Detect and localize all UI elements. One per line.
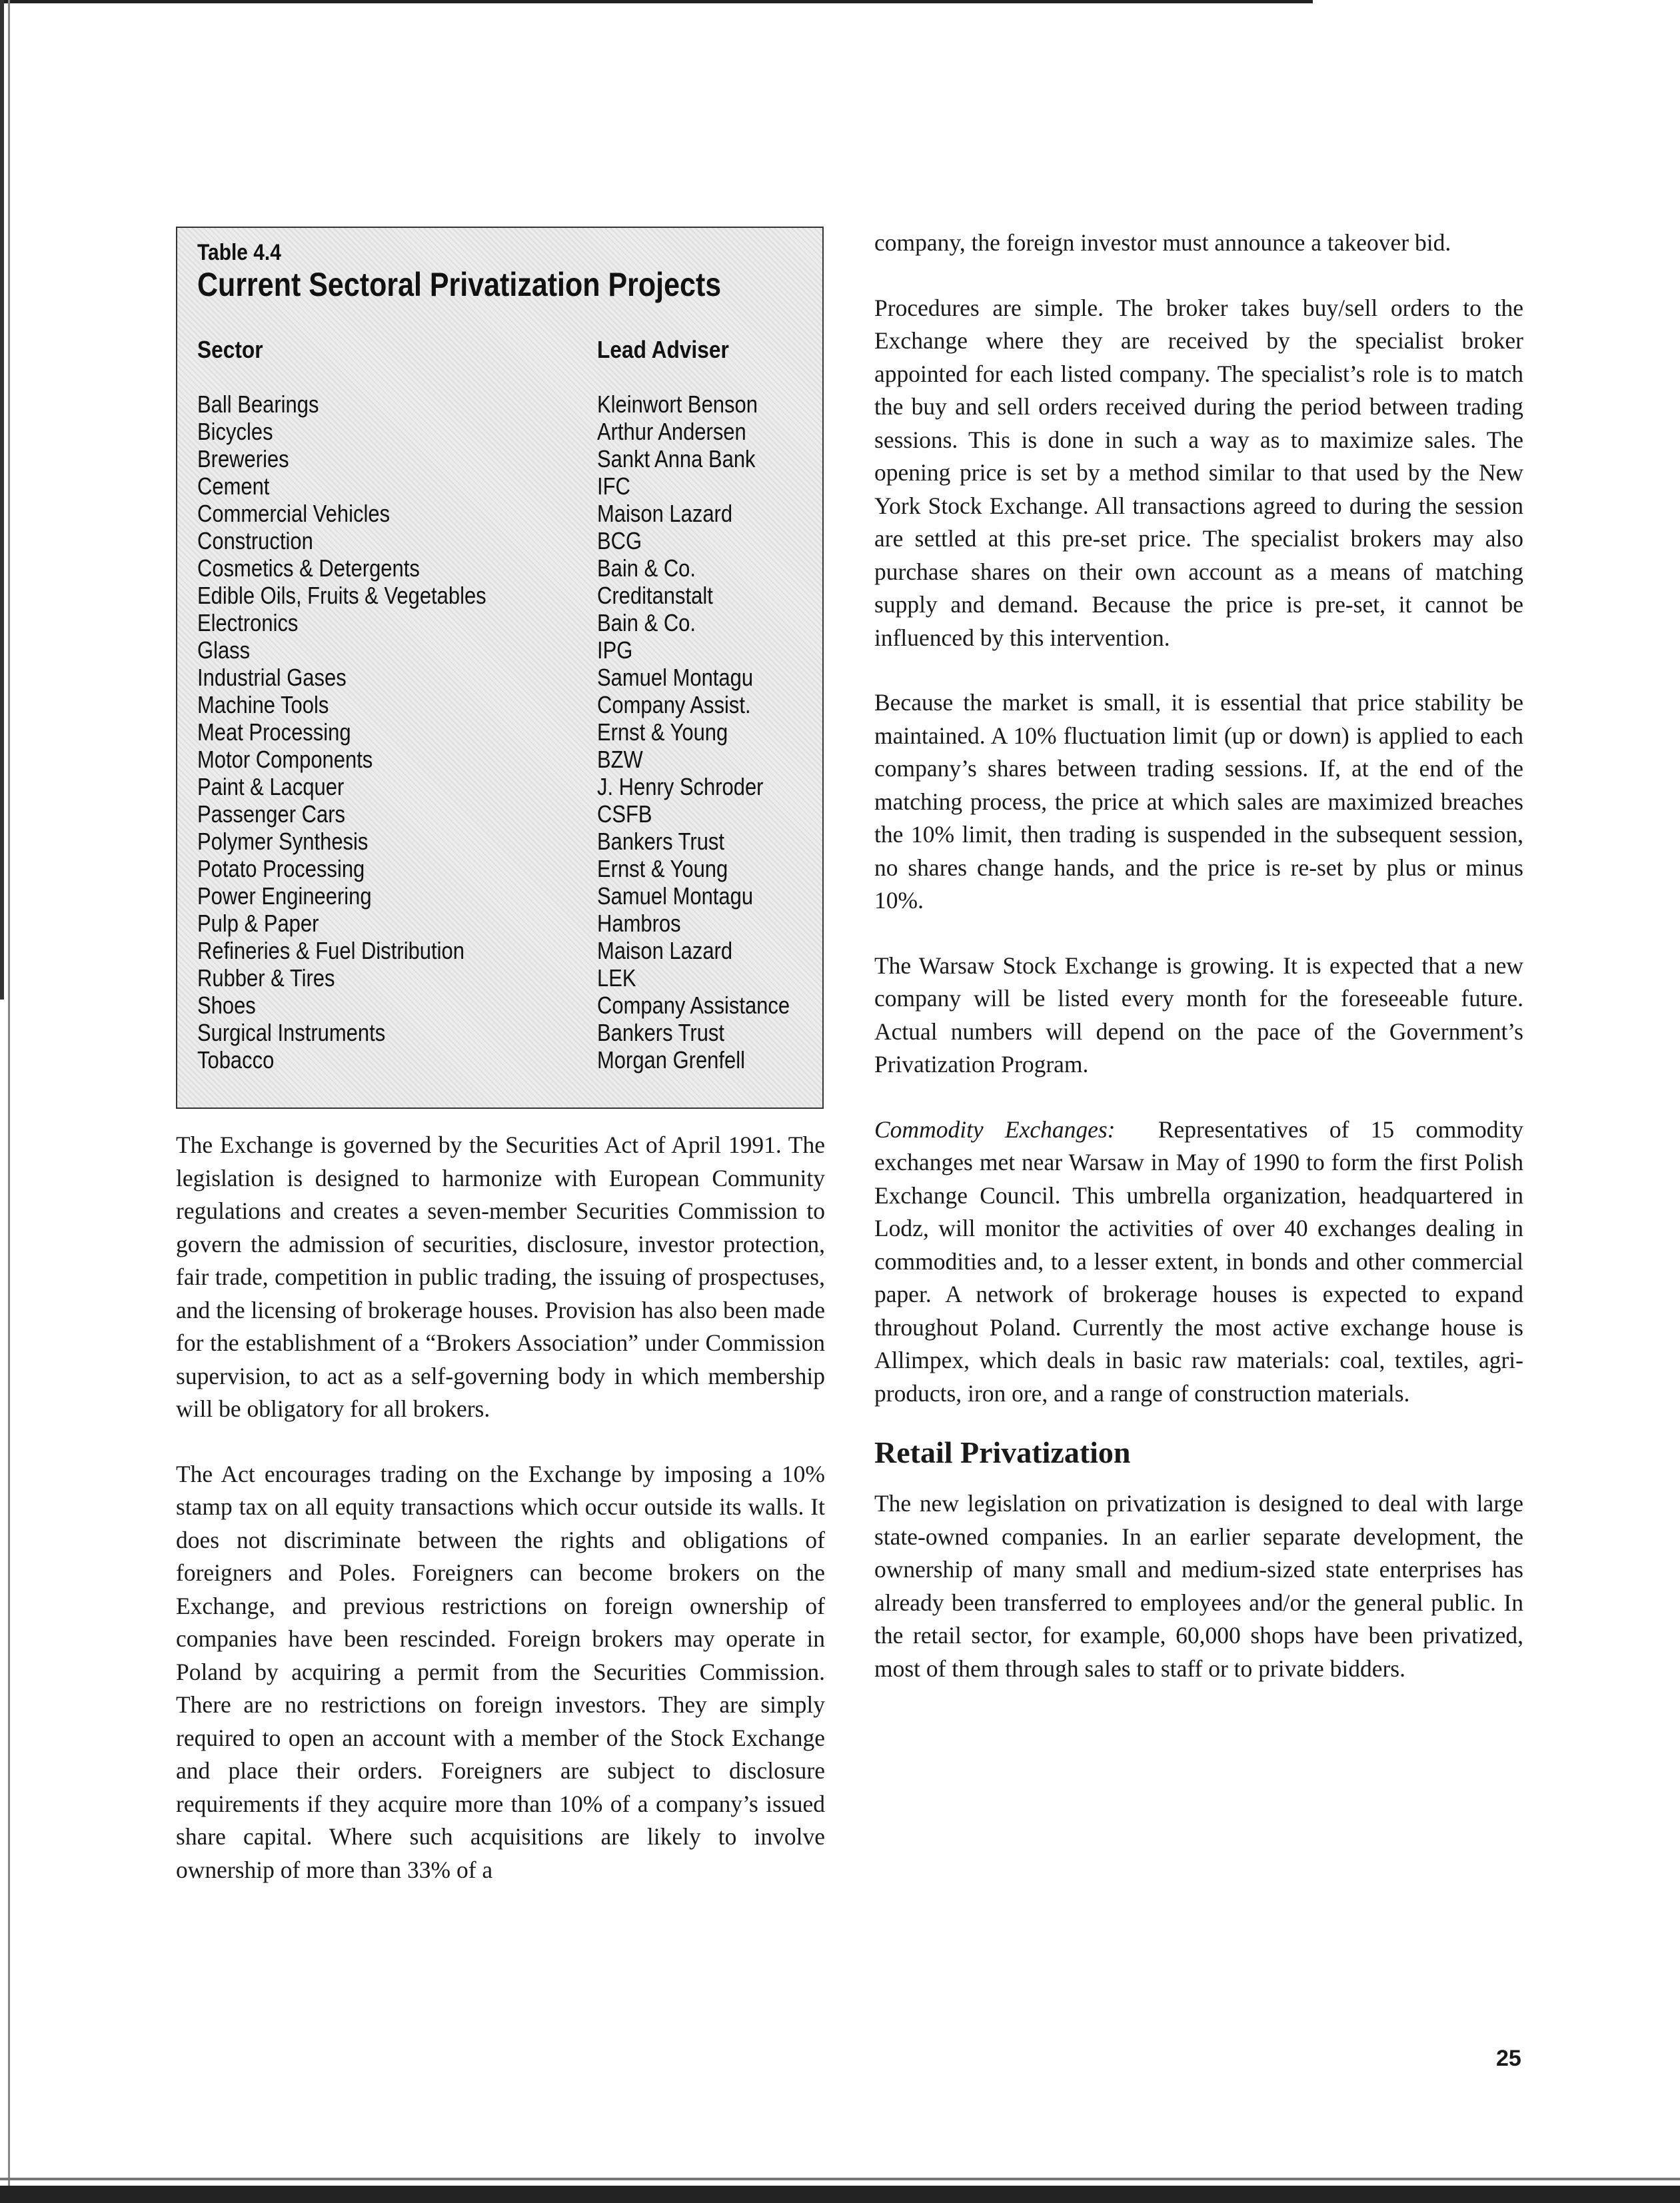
sector-cell: Polymer Synthesis [197,828,369,855]
runin-commodity-exchanges: Commodity Exchanges: [874,1115,1116,1143]
lead-adviser-cell: Bain & Co. [597,554,696,582]
table-row [197,828,810,855]
column-header-lead-adviser: Lead Adviser [597,336,729,363]
scan-edge-left-thin [8,0,10,2203]
lead-adviser-cell: Sankt Anna Bank [597,445,756,472]
lead-adviser-cell: Maison Lazard [597,500,733,527]
sector-cell: Cosmetics & Detergents [197,554,420,582]
table-row [197,418,810,445]
lead-adviser-cell: BCG [597,527,642,554]
sector-cell: Pulp & Paper [197,910,319,937]
sector-cell: Breweries [197,445,289,472]
sector-cell: Bicycles [197,418,273,445]
sector-cell: Shoes [197,992,256,1019]
scan-edge-left [0,0,4,1000]
sector-cell: Commercial Vehicles [197,500,391,527]
lead-adviser-cell: Maison Lazard [597,937,733,964]
sector-cell: Tobacco [197,1046,275,1074]
table-number: Table 4.4 [197,240,281,265]
sector-cell: Construction [197,527,313,554]
sector-cell: Refineries & Fuel Distribution [197,937,464,964]
table-row [197,1019,810,1046]
table-row [197,500,810,527]
lead-adviser-cell: LEK [597,964,636,992]
sector-cell: Industrial Gases [197,664,347,691]
lead-adviser-cell: Arthur Andersen [597,418,746,445]
table-row [197,582,810,609]
commodity-exchanges-text: Representatives of 15 commodity exchanges met near Warsaw in May of 1990 to form the first Polish Exchange Council. This umbrella organization, headquartered in Lodz, will monitor the activities of over 40 exchanges dealing in commodities and, to a lesser extent, in bonds and other commercial paper. A network of brokerage houses is expected to expand throughout Poland. Currently the most active exchange house is Allimpex, which deals in basic raw materials: coal, textiles, agri-products, iron ore, and a range of construction materials. [874,1115,1523,1407]
lead-adviser-cell: Hambros [597,910,681,937]
lead-adviser-cell: Bankers Trust [597,1019,725,1046]
lead-adviser-cell: Company Assistance [597,992,790,1019]
section-heading-retail-privatization: Retail Privatization [874,1435,1131,1469]
table-row [197,800,810,828]
lead-adviser-cell: J. Henry Schroder [597,773,764,800]
table-row [197,964,810,992]
sector-cell: Power Engineering [197,882,372,910]
sector-cell: Motor Components [197,746,373,773]
paragraph-securities-act: The Exchange is governed by the Securities Act of April 1991. The legislation is designed to harmonize with European Community regulations and creates a seven-member Securities Commission to govern the admission of securities, disclosure, investor protection, fair trade, competition in public trading, the issuing of prospectuses, and the licensing of brokerage houses. Provision has also been made for the establishment of a “Brokers Association” under Commission supervision, to act as a self-governing body in which membership will be obligatory for all brokers. [176,1131,825,1422]
sector-cell: Rubber & Tires [197,964,335,992]
lead-adviser-cell: Samuel Montagu [597,882,754,910]
paragraph-act-encourages-trading: The Act encourages trading on the Exchange by imposing a 10% stamp tax on all equity transactions which occur outside its walls. It does not discriminate between the rights and obligations of foreigners and Poles. Foreigners can become brokers on the Exchange, and previous restrictions on foreign ownership of companies have been rescinded. Foreign brokers may operate in Poland by acquiring a permit from the Securities Commission. There are no restrictions on foreign investors. They are simply required to open an account with a member of the Stock Exchange and place their orders. Foreigners are subject to disclosure requirements if they acquire more than 10% of a company’s issued share capital. Where such acquisitions are likely to involve ownership of more than 33% of a [176,1460,825,1883]
paragraph-commodity-exchanges [874,1113,1523,1411]
sector-cell: Potato Processing [197,855,365,882]
paragraph-takeover-bid: company, the foreign investor must announce a takeover bid. [874,229,1451,256]
table-row [197,746,810,773]
table-row [197,773,810,800]
lead-adviser-cell: Bain & Co. [597,609,696,636]
paragraph-warsaw-growing: The Warsaw Stock Exchange is growing. It is expected that a new company will be listed every month for the foreseeable future. Actual numbers will depend on the pace of the Government’s Privatization Program. [874,952,1523,1078]
column-header-sector: Sector [197,336,263,363]
sector-cell: Edible Oils, Fruits & Vegetables [197,582,486,609]
lead-adviser-cell: Samuel Montagu [597,664,754,691]
sector-cell: Cement [197,472,270,500]
lead-adviser-cell: Ernst & Young [597,855,728,882]
table-row [197,664,810,691]
lead-adviser-cell: Company Assist. [597,691,751,718]
lead-adviser-cell: Ernst & Young [597,718,728,746]
table-row [197,910,810,937]
table-row [197,937,810,964]
table-row [197,691,810,718]
table-row [197,609,810,636]
table-row [197,527,810,554]
table-row [197,992,810,1019]
page-number: 25 [1496,2046,1521,2071]
sector-cell: Electronics [197,609,299,636]
table-row [197,636,810,664]
table-row [197,445,810,472]
sector-cell: Passenger Cars [197,800,345,828]
left-text-column [176,1129,825,1886]
lead-adviser-cell: CSFB [597,800,652,828]
sector-cell: Surgical Instruments [197,1019,386,1046]
table-row [197,1046,810,1074]
lead-adviser-cell: IFC [597,472,630,500]
table-row [197,472,810,500]
table-body [197,390,810,1074]
sector-cell: Ball Bearings [197,390,319,418]
table-row [197,882,810,910]
table-row [197,718,810,746]
lead-adviser-cell: Kleinwort Benson [597,390,758,418]
paragraph-retail-privatization: The new legislation on privatization is designed to deal with large state-owned companies. In an earlier separate development, the ownership of many small and medium-sized state enterprises has already been transferred to employees and/or the general public. In the retail sector, for example, 60,000 shops have been privatized, most of them through sales to staff or to private bidders. [874,1490,1523,1682]
paragraph-procedures: Procedures are simple. The broker takes buy/sell orders to the Exchange where they are received by the specialist broker appointed for each listed company. The specialist’s role is to match the buy and sell orders received during the period between trading sessions. This is done in such a way as to maximize sales. The opening price is set by a method similar to that used by the New York Stock Exchange. All transactions agreed to during the session are settled at this pre-set price. The specialist brokers may also purchase shares on their own account as a means of matching supply and demand. Because the price is pre-set, it cannot be influenced by this intervention. [874,294,1523,651]
lead-adviser-cell: IPG [597,636,633,664]
scan-edge-top [0,0,1313,3]
lead-adviser-cell: Morgan Grenfell [597,1046,745,1074]
lead-adviser-cell: Creditanstalt [597,582,713,609]
table-row [197,554,810,582]
sector-cell: Machine Tools [197,691,329,718]
scan-edge-bottom-thin [0,2178,1680,2180]
sector-cell: Glass [197,636,251,664]
scan-edge-bottom [0,2186,1680,2203]
lead-adviser-cell: Bankers Trust [597,828,725,855]
right-text-column [874,227,1523,1685]
sector-cell: Paint & Lacquer [197,773,345,800]
sector-cell: Meat Processing [197,718,351,746]
lead-adviser-cell: BZW [597,746,643,773]
table-row [197,855,810,882]
table-row [197,390,810,418]
paragraph-price-stability: Because the market is small, it is essential that price stability be maintained. A 10% fluctuation limit (up or down) is applied to each company’s shares between trading sessions. If, at the end of the matching process, the price at which sales are maximized breaches the 10% limit, then trading is suspended in the subsequent session, no shares change hands, and the price is re-set by plus or minus 10%. [874,689,1523,914]
privatization-table [176,227,824,1109]
table-title: Current Sectoral Privatization Projects [197,266,722,303]
